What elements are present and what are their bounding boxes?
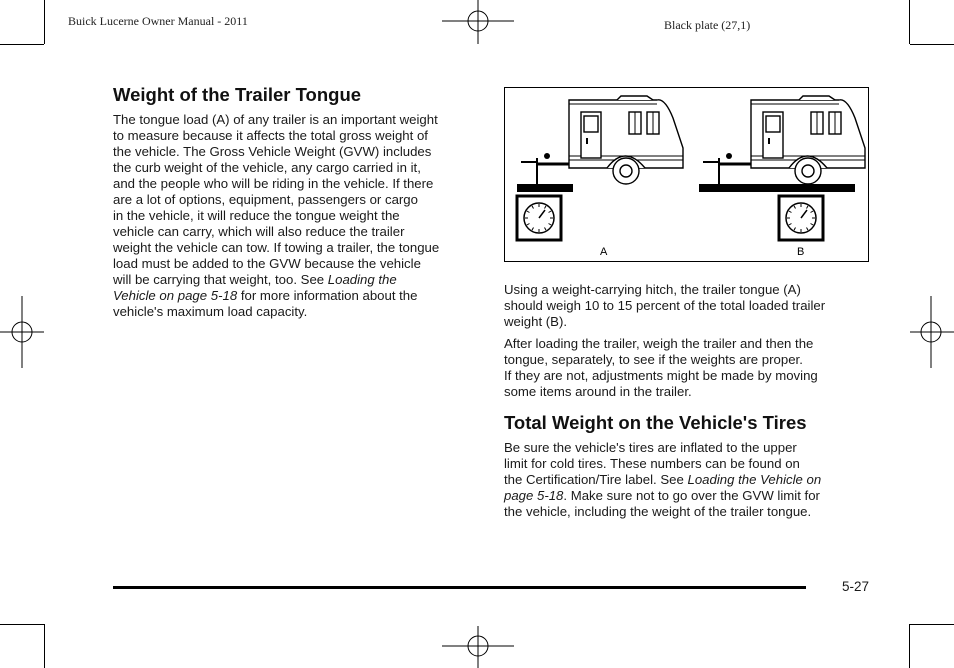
figure-label-b: B <box>797 246 805 258</box>
text-line <box>504 456 874 472</box>
text-line <box>504 352 874 368</box>
text-segment: to measure because it affects the total gross weight of <box>113 128 428 143</box>
text-segment: load must be added to the GVW because the vehicle <box>113 256 421 271</box>
crop-mark <box>909 0 910 44</box>
crop-mark <box>910 44 954 45</box>
text-line <box>113 128 483 144</box>
after-loading-paragraph <box>504 336 874 400</box>
text-segment: will be carrying that weight, too. See <box>113 272 328 287</box>
text-line <box>113 112 483 128</box>
text-line <box>113 240 483 256</box>
text-line <box>504 504 874 520</box>
trailer-b <box>699 96 865 240</box>
text-line <box>504 488 874 504</box>
text-segment: and the people who will be riding in the vehicle. If there <box>113 176 434 191</box>
cross-reference-link[interactable]: page 5-18 <box>504 488 564 503</box>
cross-reference-link[interactable]: Loading the Vehicle on <box>687 472 822 487</box>
trailer-tongue-weight-figure <box>504 87 869 262</box>
text-line <box>504 336 874 352</box>
text-segment: vehicle can carry, which will also reduce the trailer <box>113 224 405 239</box>
text-line <box>113 304 483 320</box>
hitch-weight-paragraph <box>504 282 874 330</box>
crop-mark <box>910 624 954 625</box>
page-number: 5-27 <box>842 579 870 594</box>
text-segment: Using a weight-carrying hitch, the trailer tongue (A) <box>504 282 801 297</box>
text-segment: After loading the trailer, weigh the trailer and then the <box>504 336 814 351</box>
text-line <box>504 472 874 488</box>
text-line <box>113 272 483 288</box>
text-segment: weight (B). <box>504 314 568 329</box>
text-line <box>113 224 483 240</box>
trailer-a <box>517 96 683 240</box>
text-line <box>113 160 483 176</box>
text-line <box>113 176 483 192</box>
text-segment: The tongue load (A) of any trailer is an important weight <box>113 112 438 127</box>
crop-mark <box>0 44 44 45</box>
text-segment: are a lot of options, equipment, passengers or cargo <box>113 192 418 207</box>
text-line <box>504 368 874 384</box>
figure-label-a: A <box>600 246 608 258</box>
text-line <box>113 208 483 224</box>
text-segment: the vehicle. The Gross Vehicle Weight (GVW) includes <box>113 144 432 159</box>
text-line <box>113 256 483 272</box>
text-segment: should weigh 10 to 15 percent of the total loaded trailer <box>504 298 826 313</box>
tire-inflation-paragraph <box>504 440 874 520</box>
text-line <box>504 384 874 400</box>
cross-reference-link[interactable]: Loading the <box>327 272 397 287</box>
text-segment: the vehicle, including the weight of the trailer tongue. <box>504 504 812 519</box>
manual-title: Buick Lucerne Owner Manual - 2011 <box>68 14 248 28</box>
tongue-weight-paragraph <box>113 112 483 320</box>
text-line <box>113 192 483 208</box>
text-line <box>504 440 874 456</box>
registration-mark-icon <box>442 626 514 668</box>
footer-rule <box>113 586 806 589</box>
text-line <box>504 282 874 298</box>
text-segment: the curb weight of the vehicle, any cargo carried in it, <box>113 160 421 175</box>
text-segment: weight the vehicle can tow. If towing a trailer, the tongue <box>113 240 440 255</box>
right-column <box>504 282 874 520</box>
text-segment: some items around in the trailer. <box>504 384 692 399</box>
section-heading-tongue-weight: Weight of the Trailer Tongue <box>113 84 362 105</box>
ground-bar <box>517 184 573 192</box>
crop-mark <box>909 624 910 668</box>
registration-mark-icon <box>0 296 44 368</box>
text-segment: in the vehicle, it will reduce the tongue weight the <box>113 208 400 223</box>
left-column <box>113 84 483 320</box>
text-line <box>504 314 874 330</box>
crop-mark <box>44 0 45 44</box>
text-segment: . Make sure not to go over the GVW limit for <box>563 488 820 503</box>
registration-mark-icon <box>442 0 514 44</box>
text-segment: the Certification/Tire label. See <box>504 472 688 487</box>
crop-mark <box>0 624 44 625</box>
trailer-illustration <box>505 88 867 260</box>
crop-mark <box>44 624 45 668</box>
ground-bar <box>699 184 855 192</box>
text-line <box>113 288 483 304</box>
plate-label: Black plate (27,1) <box>664 18 751 32</box>
text-segment: If they are not, adjustments might be made by moving <box>504 368 818 383</box>
text-segment: for more information about the <box>237 288 418 303</box>
text-line <box>113 144 483 160</box>
text-line <box>504 298 874 314</box>
cross-reference-link[interactable]: Vehicle on page 5-18 <box>113 288 238 303</box>
text-segment: limit for cold tires. These numbers can be found on <box>504 456 800 471</box>
text-segment: tongue, separately, to see if the weights are proper. <box>504 352 803 367</box>
registration-mark-icon <box>910 296 954 368</box>
section-heading-total-weight: Total Weight on the Vehicle's Tires <box>504 412 807 433</box>
text-segment: Be sure the vehicle's tires are inflated to the upper <box>504 440 797 455</box>
text-segment: vehicle's maximum load capacity. <box>113 304 308 319</box>
